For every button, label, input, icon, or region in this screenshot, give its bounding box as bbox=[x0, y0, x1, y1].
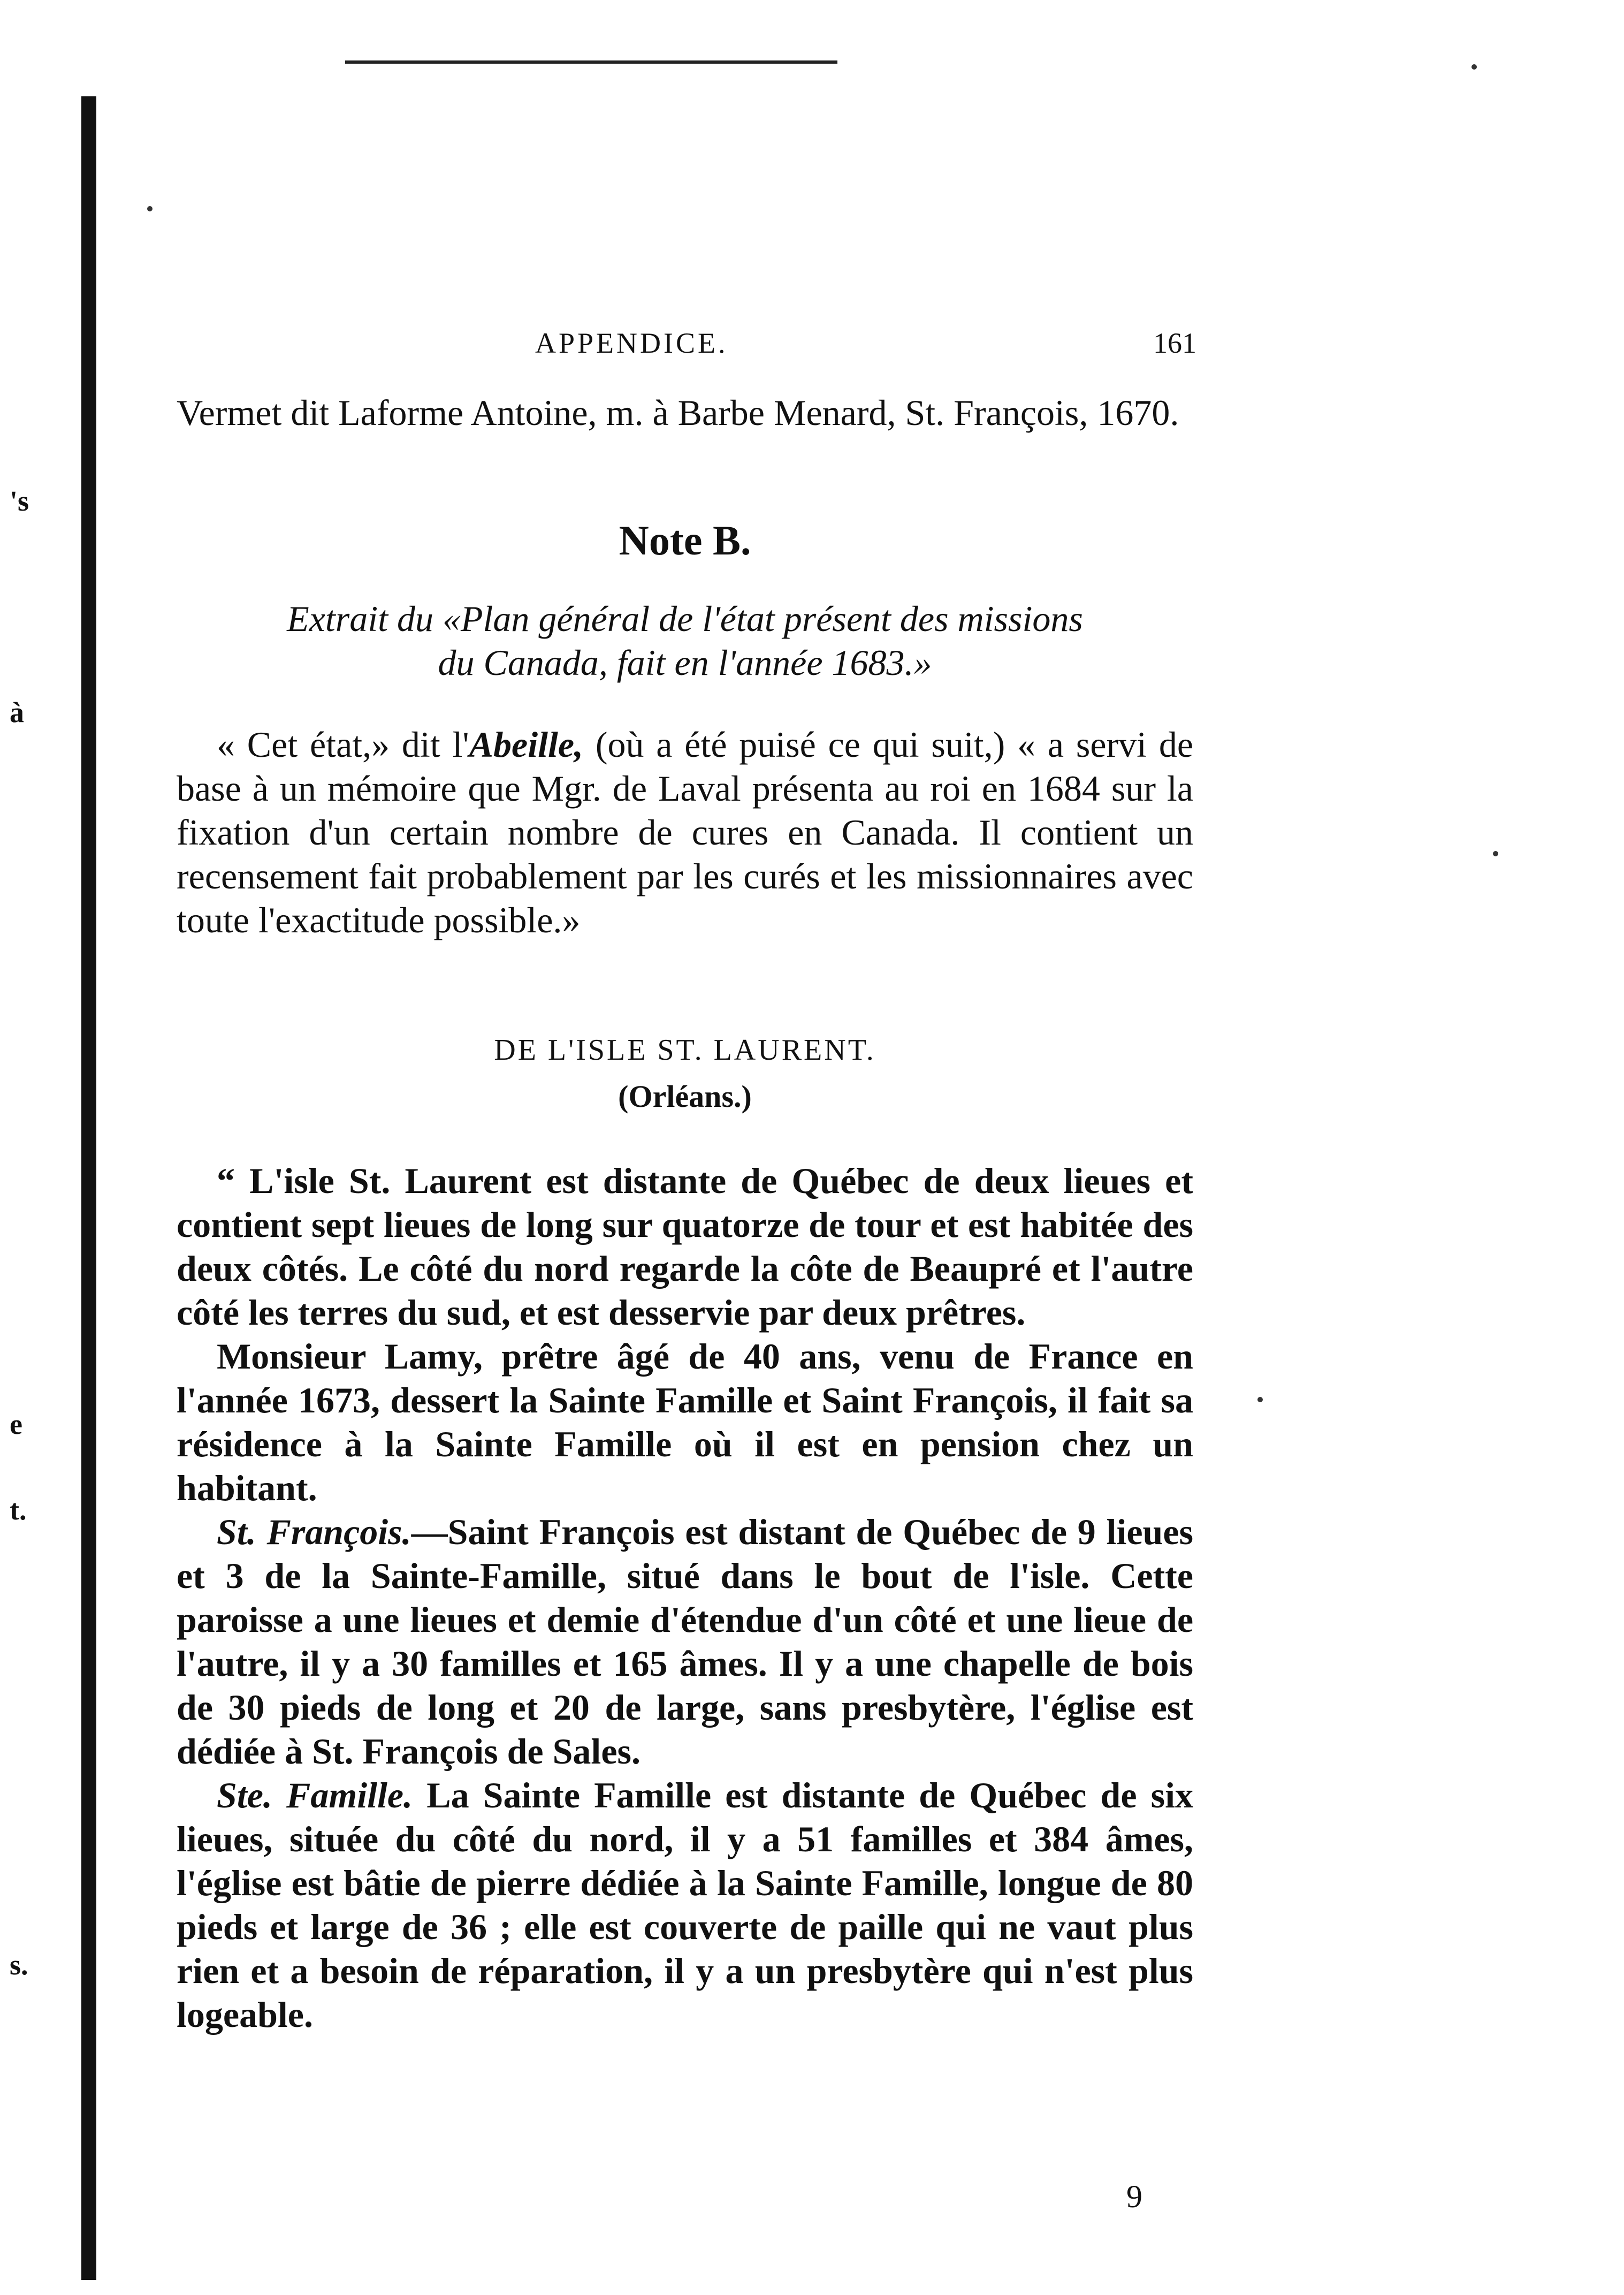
margin-fragment-2: à bbox=[10, 696, 24, 728]
quote-source: Abeille, bbox=[469, 724, 584, 765]
paragraph-isle: “ L'isle St. Laurent est distante de Québec de deux lieues et contient sept lieues de long sur quatorze de tour et est habitée des deux côtés. Le côté du nord regarde la côte de Beaupré et l'autre côté les terres du sud, et est desservie par deux prêtres. bbox=[177, 1160, 1193, 1333]
body-text bbox=[177, 1159, 1193, 2036]
footer-signature-mark: 9 bbox=[1126, 2179, 1142, 2214]
margin-fragment-4: t. bbox=[10, 1494, 27, 1526]
section-title: DE L'ISLE ST. LAURENT. bbox=[494, 1033, 876, 1067]
quote-before: « Cet état,» dit l' bbox=[217, 724, 469, 765]
quote-after: (où a été puisé ce qui suit,) « a servi de base à un mémoire que Mgr. de Laval présenta au roi en 1684 sur la fixation d'un certain nombre de cures en Canada. Il contient un recensement fait probablement par les curés et les missionnaires avec toute l'exactitude possible.» bbox=[177, 724, 1194, 940]
extrait-line-2: du Canada, fait en l'année 1683.» bbox=[438, 642, 932, 683]
extrait-heading bbox=[177, 597, 1193, 685]
margin-fragment-1: 's bbox=[10, 485, 29, 517]
st-francois-lead: St. François. bbox=[217, 1511, 411, 1552]
ste-famille-lead: Ste. Famille. bbox=[217, 1775, 413, 1815]
genealogy-entry: Vermet dit Laforme Antoine, m. à Barbe Menard, St. François, 1670. bbox=[177, 392, 1179, 433]
paragraph-ste-famille bbox=[177, 1773, 1193, 2036]
top-rule bbox=[345, 60, 837, 64]
paragraph-lamy: Monsieur Lamy, prêtre âgé de 40 ans, venu de France en l'année 1673, dessert la Sainte Famille et Saint François, il fait sa résidence à la Sainte Famille où il est en pension chez un habitant. bbox=[177, 1336, 1193, 1508]
paragraph-st-francois bbox=[177, 1510, 1193, 1773]
running-header: APPENDICE. bbox=[535, 327, 728, 359]
ste-famille-text: La Sainte Famille est distante de Québec de six lieues, située du côté du nord, il y a 51 familles et 384 âmes, l'église est bâtie de pierre dédiée à la Sainte Famille, longue de 80 pieds et large de 36 ; elle est couverte de paille qui ne vaut plus rien et a besoin de réparation, il y a un presbytère qui n'est plus logeable. bbox=[177, 1775, 1193, 2035]
margin-fragment-5: s. bbox=[10, 1949, 28, 1981]
st-francois-text: —Saint François est distant de Québec de 9 lieues et 3 de la Sainte-Famille, situé dans le bout de l'isle. Cette paroisse a une lieues et demie d'étendue d'un côté et une lieue de l'autre, il y a 30 familles et 165 âmes. Il y a une chapelle de bois de 30 pieds de long et 20 de large, sans presbytère, l'église est dédiée à St. François de Sales. bbox=[177, 1511, 1193, 1772]
margin-fragment-3: e bbox=[10, 1408, 22, 1440]
note-title: Note B. bbox=[619, 517, 751, 564]
section-subtitle: (Orléans.) bbox=[618, 1079, 752, 1114]
speck bbox=[1493, 851, 1498, 856]
quote-paragraph bbox=[177, 723, 1193, 942]
speck bbox=[1471, 64, 1477, 70]
page-number: 161 bbox=[1153, 327, 1196, 359]
binding-edge bbox=[81, 96, 96, 2280]
speck bbox=[147, 206, 153, 211]
speck bbox=[1257, 1397, 1263, 1402]
extrait-line-1: Extrait du «Plan général de l'état présent des missions bbox=[287, 598, 1083, 639]
